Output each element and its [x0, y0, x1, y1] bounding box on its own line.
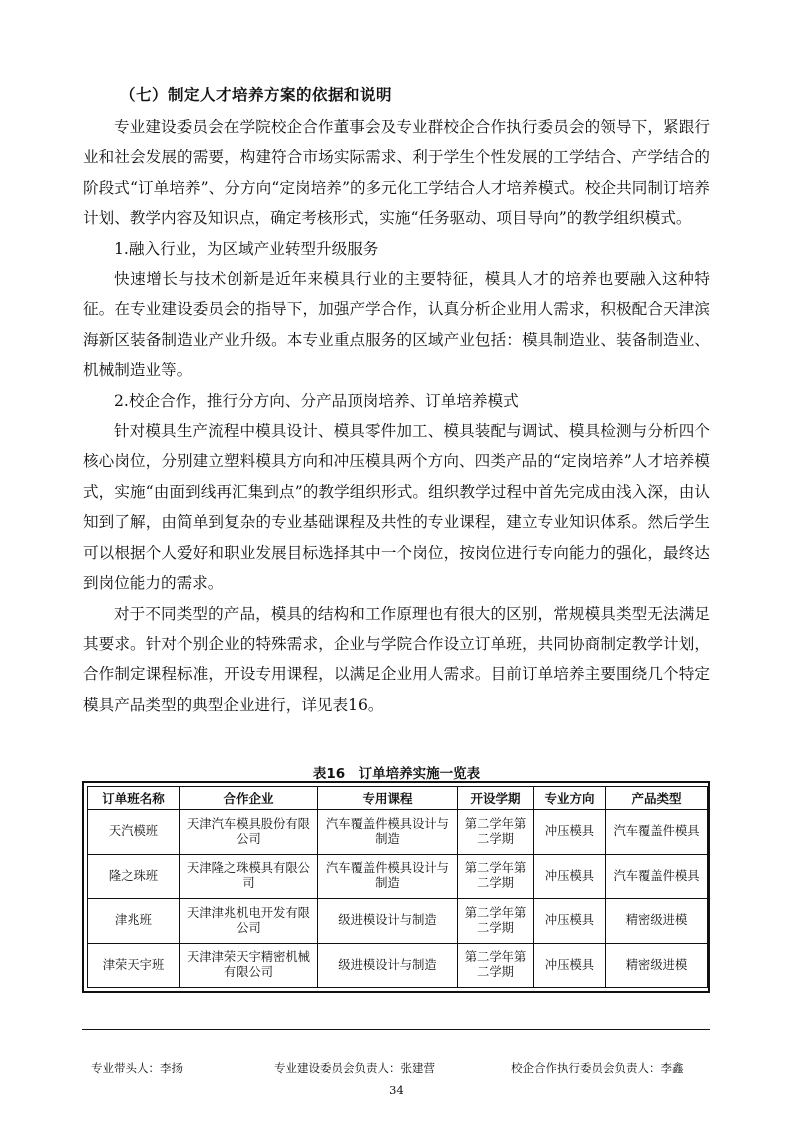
cell-direction: 冲压模具	[534, 899, 606, 944]
table-header-row	[88, 787, 708, 810]
table-row	[88, 810, 708, 855]
header-course: 专用课程	[318, 787, 458, 810]
cell-course: 汽车覆盖件模具设计与制造	[318, 810, 458, 855]
table-row	[88, 899, 708, 944]
cell-course: 级进模设计与制造	[318, 899, 458, 944]
paragraph-positions: 针对模具生产流程中模具设计、模具零件加工、模具装配与调试、模具检测与分析四个核心岗位，分别建立塑料模具方向和冲压模具两个方向、四类产品的“定岗培养”人才培养模式，实施“由面到线再汇集到点”的教学组织形式。组织教学过程中首先完成由浅入深，由认知到了解，由简单到复杂的专业基础课程及共性的专业课程，建立专业知识体系。然后学生可以根据个人爱好和职业发展目标选择其中一个岗位，按岗位进行专向能力的强化，最终达到岗位能力的需求。	[83, 422, 710, 593]
header-product: 产品类型	[606, 787, 708, 810]
cell-semester: 第二学年第二学期	[458, 943, 534, 988]
body-text	[83, 112, 710, 720]
table-title: 表16 订单培养实施一览表	[312, 766, 481, 782]
header-direction: 专业方向	[534, 787, 606, 810]
table-row	[88, 854, 708, 899]
cell-partner: 天津津兆机电开发有限公司	[180, 899, 318, 944]
paragraph-intro: 专业建设委员会在学院校企合作董事会及专业群校企合作执行委员会的领导下，紧跟行业和社会发展的需要，构建符合市场实际需求、利于学生个性发展的工学结合、产学结合的阶段式“订单培养”、分方向“定岗培养”的多元化工学结合人才培养模式。校企共同制订培养计划、教学内容及知识点，确定考核形式，实施“任务驱动、项目导向”的教学组织模式。	[83, 118, 710, 228]
cell-class-name: 隆之珠班	[88, 854, 180, 899]
cell-course: 汽车覆盖件模具设计与制造	[318, 854, 458, 899]
footer-executive-head: 校企合作执行委员会负责人：李鑫	[511, 1061, 684, 1075]
paragraph-subheading-1: 1.融入行业，为区域产业转型升级服务	[114, 239, 379, 258]
table-row	[88, 943, 708, 988]
cell-class-name: 津荣天宇班	[88, 943, 180, 988]
paragraph-orders: 对于不同类型的产品，模具的结构和工作原理也有很大的区别，常规模具类型无法满足其要求。针对个别企业的特殊需求，企业与学院合作设立订单班，共同协商制定教学计划，合作制定课程标准，开设专用课程，以满足企业用人需求。目前订单培养主要围绕几个特定模具产品类型的典型企业进行，详见表16。	[83, 604, 710, 714]
cell-direction: 冲压模具	[534, 854, 606, 899]
cell-class-name: 天汽模班	[88, 810, 180, 855]
cell-course: 级进模设计与制造	[318, 943, 458, 988]
cell-direction: 冲压模具	[534, 810, 606, 855]
header-class-name: 订单班名称	[88, 787, 180, 810]
cell-direction: 冲压模具	[534, 943, 606, 988]
page-number: 34	[389, 1083, 404, 1097]
section-heading: （七）制定人才培养方案的依据和说明	[120, 86, 393, 104]
cell-product: 精密级进模	[606, 899, 708, 944]
paragraph-industry: 快速增长与技术创新是近年来模具行业的主要特征，模具人才的培养也要融入这种特征。在专业建设委员会的指导下，加强产学合作，认真分析企业用人需求，积极配合天津滨海新区装备制造业产业升级。本专业重点服务的区域产业包括：模具制造业、装备制造业、机械制造业等。	[83, 270, 710, 380]
cell-semester: 第二学年第二学期	[458, 899, 534, 944]
footer-divider	[82, 1029, 710, 1030]
cell-partner: 天津隆之珠模具有限公司	[180, 854, 318, 899]
footer-program-lead: 专业带头人：李扬	[91, 1061, 183, 1075]
paragraph-subheading-2: 2.校企合作，推行分方向、分产品顶岗培养、订单培养模式	[114, 391, 519, 410]
cell-class-name: 津兆班	[88, 899, 180, 944]
cell-partner: 天津津荣天宇精密机械有限公司	[180, 943, 318, 988]
header-semester: 开设学期	[458, 787, 534, 810]
cell-semester: 第二学年第二学期	[458, 854, 534, 899]
order-training-table-frame	[82, 781, 710, 993]
cell-product: 汽车覆盖件模具	[606, 854, 708, 899]
cell-product: 汽车覆盖件模具	[606, 810, 708, 855]
cell-product: 精密级进模	[606, 943, 708, 988]
header-partner: 合作企业	[180, 787, 318, 810]
footer-committee-head: 专业建设委员会负责人：张建营	[274, 1061, 435, 1075]
cell-partner: 天津汽车模具股份有限公司	[180, 810, 318, 855]
cell-semester: 第二学年第二学期	[458, 810, 534, 855]
order-training-table	[87, 786, 708, 988]
